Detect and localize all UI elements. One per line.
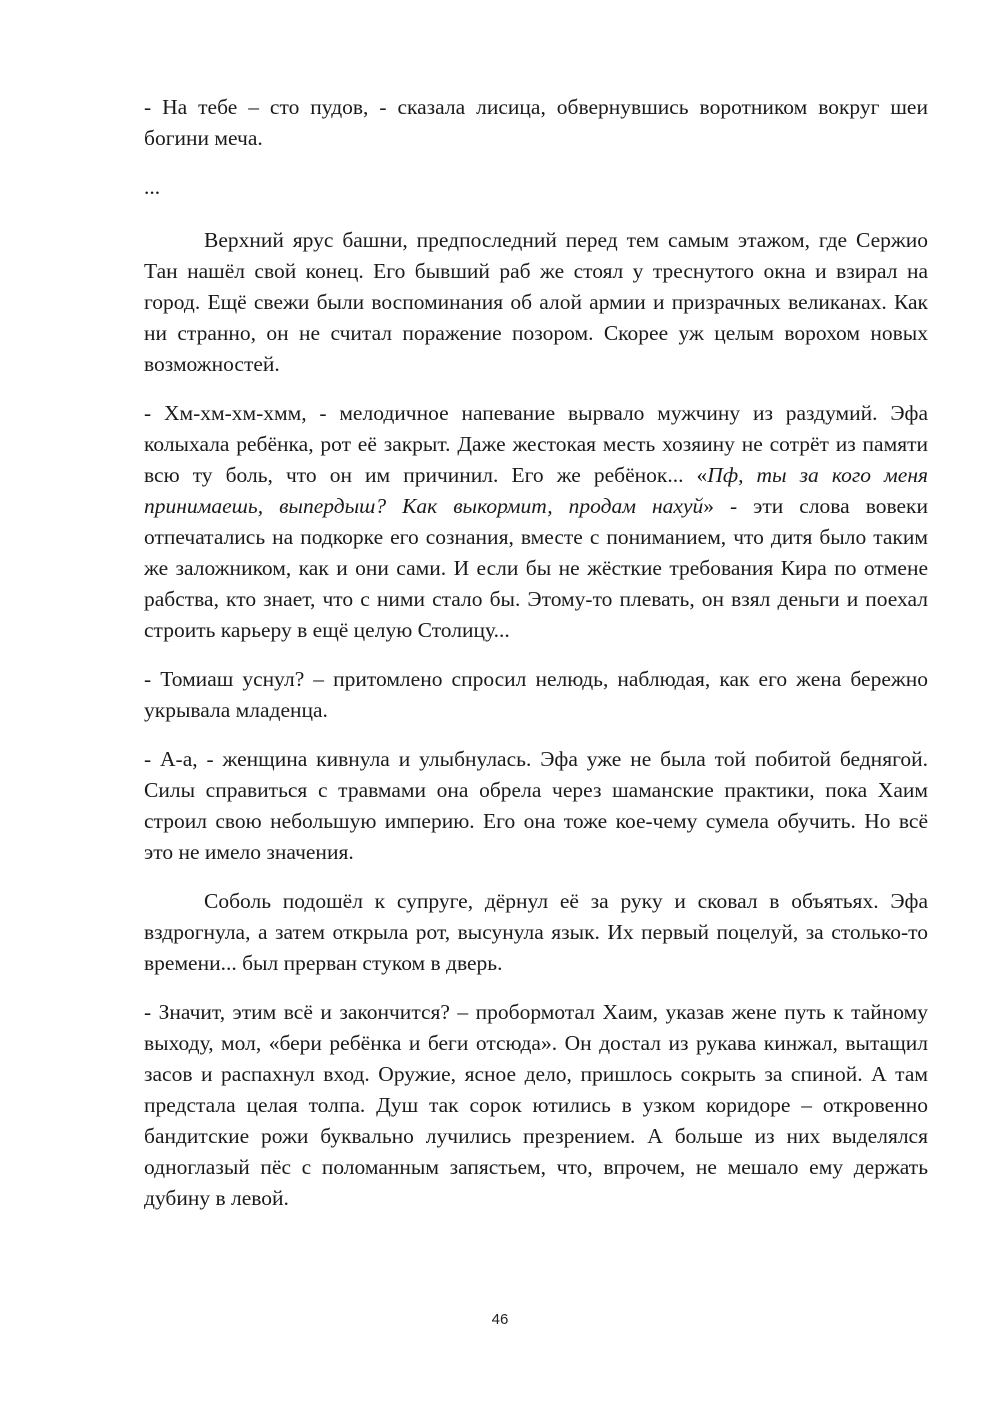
scene-break-ellipsis: ...	[144, 175, 161, 199]
paragraph-6	[144, 744, 928, 868]
scene-break	[144, 172, 928, 203]
paragraph-5	[144, 664, 928, 726]
paragraph-4-text-start: - Хм-хм-хм-хмм, - мелодичное напевание вырвало мужчину из раздумий. Эфа колыхала ребёнка, рот её закрыт. Даже жестокая месть хозяину не сотрёт из памяти всю ту боль, что он им причинил. Его же ребёнок... «	[144, 401, 928, 487]
paragraph-3-text: Верхний ярус башни, предпоследний перед тем самым этажом, где Сержио Тан нашёл свой конец. Его бывший раб же стоял у треснутого окна и взирал на город. Ещё свежи были воспоминания об алой армии и призрачных великанах. Как ни странно, он не считал поражение позором. Скорее уж целым ворохом новых возможностей.	[144, 228, 928, 376]
page-number: 46	[491, 1311, 509, 1328]
paragraph-4-text-end: » - эти слова вовеки отпечатались на подкорке его сознания, вместе с пониманием, что дитя было таким же заложником, как и они сами. И если бы не жёсткие требования Кира по отмене рабства, кто знает, что с ними стало бы. Этому-то плевать, он взял деньги и поехал строить карьеру в ещё целую Столицу...	[144, 494, 928, 642]
paragraph-1	[144, 92, 928, 154]
paragraph-7-text: Соболь подошёл к супруге, дёрнул её за руку и сковал в объятьях. Эфа вздрогнула, а затем открыла рот, высунула язык. Их первый поцелуй, за столько-то времени... был прерван стуком в дверь.	[144, 889, 928, 975]
paragraph-4-italic-quote: Пф, ты за кого меня принимаешь, выпердыш? Как выкормит, продам нахуй	[144, 463, 928, 518]
paragraph-8	[144, 997, 928, 1214]
paragraph-3	[144, 225, 928, 380]
paragraph-4	[144, 398, 928, 646]
paragraph-8-text: - Значит, этим всё и закончится? – пробормотал Хаим, указав жене путь к тайному выходу, мол, «бери ребёнка и беги отсюда». Он достал из рукава кинжал, вытащил засов и распахнул вход. Оружие, ясное дело, пришлось сокрыть за спиной. А там предстала целая толпа. Душ так сорок ютились в узком коридоре – откровенно бандитские рожи буквально лучились презрением. А больше из них выделялся одноглазый пёс с поломанным запястьем, что, впрочем, не мешало ему держать дубину в левой.	[144, 1000, 928, 1210]
paragraph-6-text: - А-а, - женщина кивнула и улыбнулась. Эфа уже не была той побитой беднягой. Силы справиться с травмами она обрела через шаманские практики, пока Хаим строил свою небольшую империю. Его она тоже кое-чему сумела обучить. Но всё это не имело значения.	[144, 747, 928, 864]
paragraph-5-text: - Томиаш уснул? – притомлено спросил нелюдь, наблюдая, как его жена бережно укрывала младенца.	[144, 667, 928, 722]
paragraph-1-text: - На тебе – сто пудов, - сказала лисица, обвернувшись воротником вокруг шеи богини меча.	[144, 95, 928, 150]
document-body	[144, 92, 928, 1232]
paragraph-7	[144, 886, 928, 979]
